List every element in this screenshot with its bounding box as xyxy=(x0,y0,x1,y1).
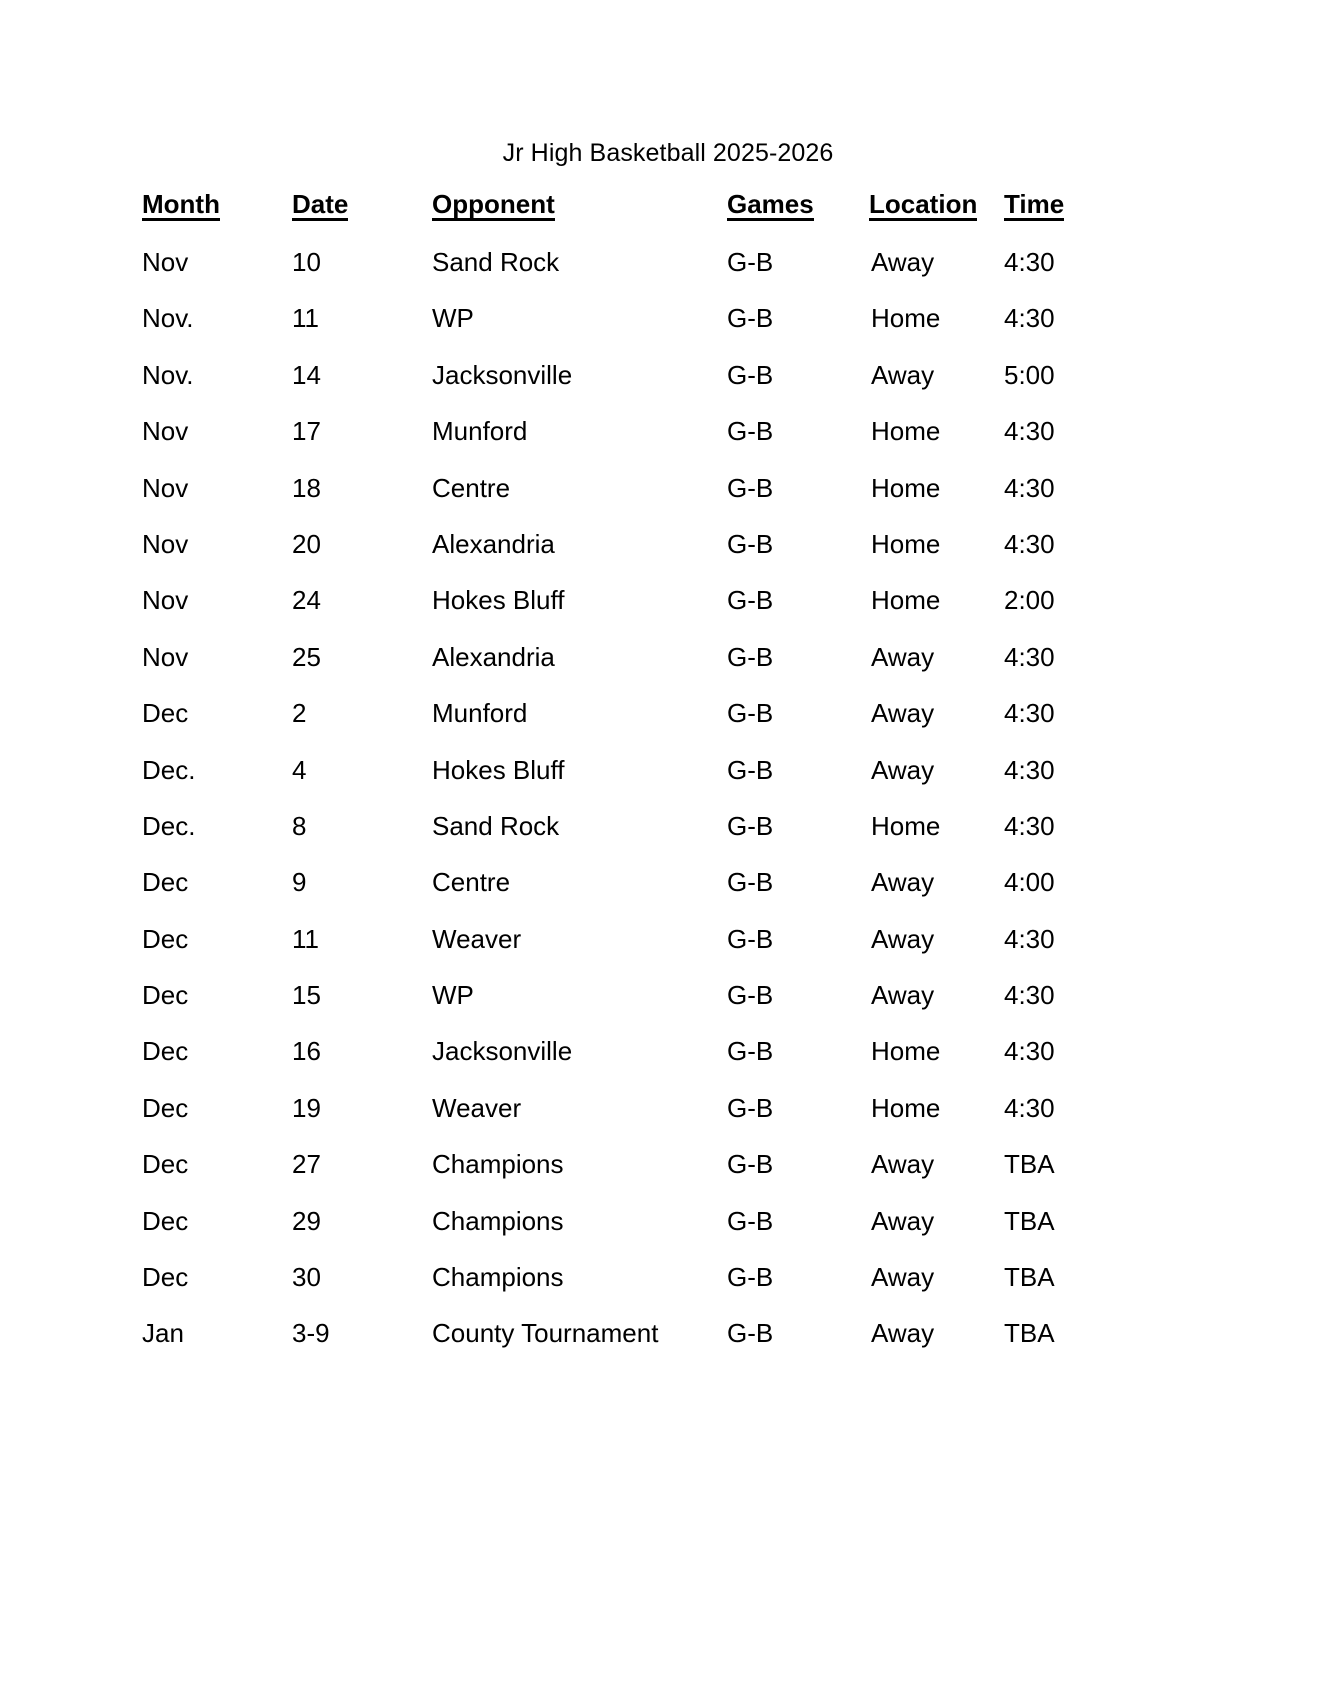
table-row xyxy=(142,248,1087,304)
cell-date: 29 xyxy=(292,1205,321,1236)
cell-location: Home xyxy=(871,416,941,447)
cell-opponent: Centre xyxy=(432,472,511,503)
cell-time: 4:30 xyxy=(1004,698,1055,729)
cell-month: Dec xyxy=(142,1092,189,1123)
cell-date: 2 xyxy=(292,698,307,729)
cell-month: Dec xyxy=(142,980,189,1011)
cell-location: Away xyxy=(871,359,935,390)
table-row xyxy=(142,1094,1087,1150)
cell-time: 4:30 xyxy=(1004,472,1055,503)
cell-month: Nov xyxy=(142,641,189,672)
table-row xyxy=(142,586,1087,642)
column-header-month xyxy=(142,190,290,248)
table-row xyxy=(142,1037,1087,1093)
column-header-date-label: Date xyxy=(292,189,349,219)
cell-opponent: Alexandria xyxy=(432,641,555,672)
cell-games: G-B xyxy=(727,810,774,841)
table-row xyxy=(142,643,1087,699)
table-row xyxy=(142,868,1087,924)
cell-month: Dec. xyxy=(142,810,196,841)
cell-month: Dec xyxy=(142,698,189,729)
cell-opponent: WP xyxy=(432,980,474,1011)
cell-time: TBA xyxy=(1004,1318,1055,1349)
cell-month: Dec xyxy=(142,1149,189,1180)
cell-time: 5:00 xyxy=(1004,359,1055,390)
cell-opponent: Alexandria xyxy=(432,528,555,559)
cell-time: 4:30 xyxy=(1004,641,1055,672)
cell-games: G-B xyxy=(727,416,774,447)
column-header-time-label: Time xyxy=(1004,189,1065,219)
table-row xyxy=(142,304,1087,360)
cell-month: Nov xyxy=(142,247,189,277)
cell-time: 4:30 xyxy=(1004,247,1055,277)
cell-time: 4:30 xyxy=(1004,754,1055,785)
cell-games: G-B xyxy=(727,923,774,954)
cell-games: G-B xyxy=(727,1318,774,1349)
column-header-month-label: Month xyxy=(142,189,220,219)
column-header-location xyxy=(868,190,1004,248)
cell-opponent: Munford xyxy=(432,416,528,447)
cell-date: 19 xyxy=(292,1092,321,1123)
column-header-time xyxy=(1004,190,1087,248)
cell-date: 15 xyxy=(292,980,321,1011)
cell-date: 8 xyxy=(292,810,307,841)
cell-location: Away xyxy=(871,1149,935,1180)
cell-opponent: Sand Rock xyxy=(432,247,560,277)
cell-games: G-B xyxy=(727,754,774,785)
cell-games: G-B xyxy=(727,528,774,559)
cell-location: Away xyxy=(871,980,935,1011)
cell-opponent: Hokes Bluff xyxy=(432,585,565,616)
cell-location: Away xyxy=(871,1205,935,1236)
cell-location: Home xyxy=(871,303,941,334)
table-row xyxy=(142,1263,1087,1319)
column-header-games xyxy=(726,190,868,248)
column-header-opponent xyxy=(432,190,726,248)
cell-date: 25 xyxy=(292,641,321,672)
cell-time: TBA xyxy=(1004,1205,1055,1236)
column-header-location-label: Location xyxy=(869,189,978,219)
cell-time: 4:30 xyxy=(1004,416,1055,447)
column-header-date xyxy=(290,190,432,248)
table-row xyxy=(142,474,1087,530)
cell-games: G-B xyxy=(727,980,774,1011)
cell-location: Home xyxy=(871,472,941,503)
cell-games: G-B xyxy=(727,1262,774,1293)
table-row xyxy=(142,756,1087,812)
table-row xyxy=(142,981,1087,1037)
cell-opponent: Champions xyxy=(432,1149,564,1180)
cell-opponent: Champions xyxy=(432,1205,564,1236)
cell-opponent: Jacksonville xyxy=(432,359,573,390)
cell-location: Home xyxy=(871,810,941,841)
cell-month: Nov. xyxy=(142,359,194,390)
cell-time: 4:30 xyxy=(1004,1092,1055,1123)
cell-date: 11 xyxy=(292,923,319,954)
cell-games: G-B xyxy=(727,585,774,616)
cell-location: Away xyxy=(871,1262,935,1293)
column-header-opponent-label: Opponent xyxy=(432,189,555,219)
cell-month: Dec xyxy=(142,1036,189,1067)
cell-time: 4:30 xyxy=(1004,528,1055,559)
table-row xyxy=(142,1319,1087,1375)
cell-games: G-B xyxy=(727,1149,774,1180)
cell-date: 24 xyxy=(292,585,321,616)
cell-location: Away xyxy=(871,247,935,277)
cell-location: Away xyxy=(871,867,935,898)
cell-opponent: Weaver xyxy=(432,1092,522,1123)
cell-location: Home xyxy=(871,528,941,559)
cell-time: 4:30 xyxy=(1004,923,1055,954)
cell-time: TBA xyxy=(1004,1149,1055,1180)
cell-month: Dec xyxy=(142,1205,189,1236)
cell-month: Dec. xyxy=(142,754,196,785)
cell-opponent: Hokes Bluff xyxy=(432,754,565,785)
cell-month: Nov xyxy=(142,585,189,616)
cell-opponent: Jacksonville xyxy=(432,1036,573,1067)
cell-opponent: Weaver xyxy=(432,923,522,954)
table-row xyxy=(142,417,1087,473)
cell-opponent: WP xyxy=(432,303,474,334)
table-row xyxy=(142,1207,1087,1263)
cell-games: G-B xyxy=(727,472,774,503)
page-title: Jr High Basketball 2025-2026 xyxy=(502,139,834,167)
cell-month: Dec xyxy=(142,867,189,898)
table-header-row xyxy=(142,190,1087,248)
cell-location: Home xyxy=(871,585,941,616)
cell-location: Away xyxy=(871,923,935,954)
cell-location: Away xyxy=(871,1318,935,1349)
cell-date: 20 xyxy=(292,528,321,559)
table-row xyxy=(142,1150,1087,1206)
cell-date: 18 xyxy=(292,472,321,503)
table-row xyxy=(142,361,1087,417)
cell-date: 9 xyxy=(292,867,307,898)
cell-games: G-B xyxy=(727,359,774,390)
cell-date: 10 xyxy=(292,247,321,277)
cell-date: 30 xyxy=(292,1262,321,1293)
cell-games: G-B xyxy=(727,1036,774,1067)
schedule-table xyxy=(142,190,1087,1376)
cell-month: Nov xyxy=(142,416,189,447)
cell-date: 4 xyxy=(292,754,307,785)
schedule-table-body xyxy=(142,248,1087,1376)
cell-date: 27 xyxy=(292,1149,321,1180)
cell-opponent: Champions xyxy=(432,1262,564,1293)
cell-month: Nov xyxy=(142,472,189,503)
cell-games: G-B xyxy=(727,303,774,334)
cell-location: Away xyxy=(871,641,935,672)
cell-location: Home xyxy=(871,1092,941,1123)
cell-location: Away xyxy=(871,754,935,785)
cell-time: 2:00 xyxy=(1004,585,1055,616)
schedule-table-header xyxy=(142,190,1087,248)
cell-date: 16 xyxy=(292,1036,321,1067)
cell-date: 17 xyxy=(292,416,321,447)
cell-time: 4:30 xyxy=(1004,1036,1055,1067)
cell-month: Nov. xyxy=(142,303,194,334)
cell-location: Away xyxy=(871,698,935,729)
cell-date: 3-9 xyxy=(292,1318,330,1349)
cell-games: G-B xyxy=(727,247,774,277)
cell-opponent: Munford xyxy=(432,698,528,729)
cell-month: Nov xyxy=(142,528,189,559)
cell-time: 4:30 xyxy=(1004,303,1055,334)
table-row xyxy=(142,812,1087,868)
cell-opponent: County Tournament xyxy=(432,1318,659,1349)
cell-month: Jan xyxy=(142,1318,184,1349)
cell-date: 11 xyxy=(292,303,319,334)
cell-time: TBA xyxy=(1004,1262,1055,1293)
table-row xyxy=(142,699,1087,755)
cell-games: G-B xyxy=(727,867,774,898)
cell-time: 4:00 xyxy=(1004,867,1055,898)
cell-date: 14 xyxy=(292,359,321,390)
cell-opponent: Centre xyxy=(432,867,511,898)
cell-month: Dec xyxy=(142,1262,189,1293)
cell-games: G-B xyxy=(727,1205,774,1236)
cell-location: Home xyxy=(871,1036,941,1067)
column-header-games-label: Games xyxy=(727,189,814,219)
cell-time: 4:30 xyxy=(1004,980,1055,1011)
cell-games: G-B xyxy=(727,698,774,729)
cell-month: Dec xyxy=(142,923,189,954)
table-row xyxy=(142,530,1087,586)
table-row xyxy=(142,925,1087,981)
cell-games: G-B xyxy=(727,1092,774,1123)
cell-time: 4:30 xyxy=(1004,810,1055,841)
cell-games: G-B xyxy=(727,641,774,672)
cell-opponent: Sand Rock xyxy=(432,810,560,841)
